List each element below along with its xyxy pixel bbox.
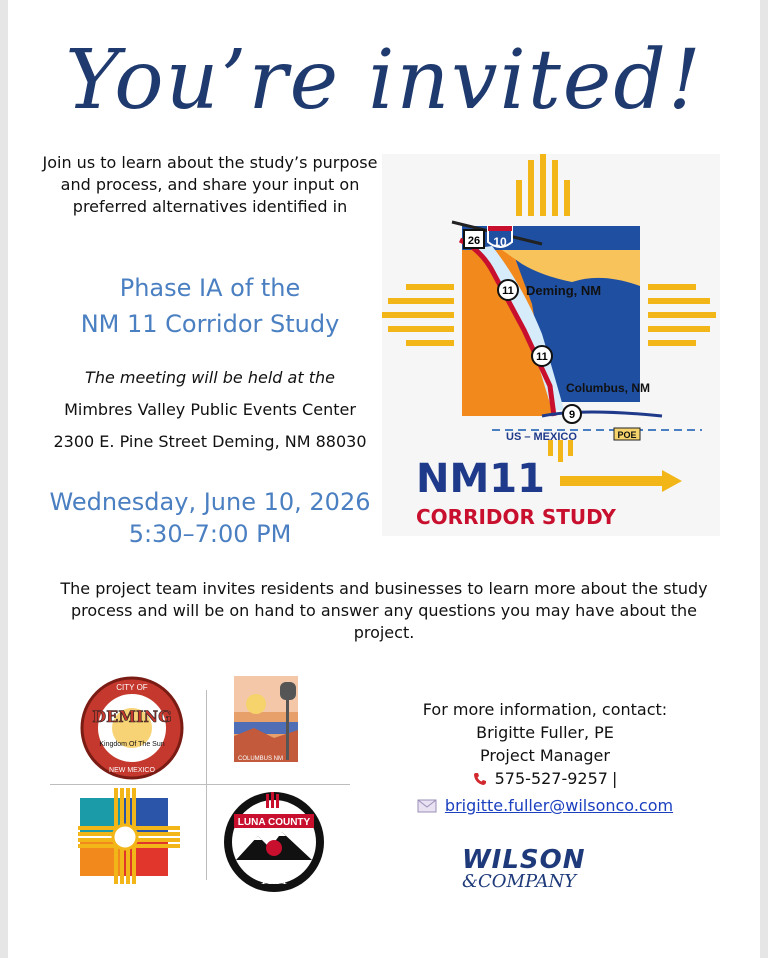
meeting-time: 5:30–7:00 PM — [128, 520, 292, 548]
deming-seal-bottom: NEW MEXICO — [109, 767, 155, 774]
phase-line-2: NM 11 Corridor Study — [80, 310, 340, 338]
deming-seal-name: DEMING — [92, 707, 172, 726]
logo-divider-vertical — [206, 690, 207, 880]
contact-email-row — [400, 794, 690, 817]
contact-email-link[interactable]: brigitte.fuller@wilsonco.com — [444, 796, 674, 815]
contact-phone[interactable]: 575-527-9257 — [494, 769, 608, 788]
contact-phone-row: 575-527-9257 | — [400, 767, 690, 790]
luna-county-seal — [222, 790, 326, 894]
company-name-line1: WILSON — [462, 845, 586, 875]
nm11-study-logo — [382, 154, 720, 536]
brand-nm11: NM11 — [416, 456, 545, 502]
wilson-company-logo — [462, 845, 602, 892]
logo-divider-horizontal — [50, 784, 350, 785]
corridor-map-graphic — [382, 154, 720, 536]
svg-text:11: 11 — [536, 351, 548, 363]
highway-shield-26 — [464, 230, 484, 248]
invitation-heading: You’re invited! — [65, 33, 703, 128]
contact-name: Brigitte Fuller, PE — [476, 723, 614, 742]
svg-text:26: 26 — [467, 235, 481, 247]
city-of-deming-seal — [74, 672, 194, 782]
new-mexico-zia-logo — [78, 788, 182, 888]
zia-rays-right — [648, 284, 716, 346]
columbus-logo — [234, 676, 318, 776]
mail-icon — [417, 799, 437, 813]
contact-label: For more information, contact: — [422, 700, 668, 719]
zia-rays-bottom — [548, 440, 573, 462]
phone-icon — [473, 772, 487, 786]
map-label-columbus: Columbus, NM — [566, 381, 650, 395]
interstate-shield-10 — [488, 226, 512, 249]
deming-seal-tagline: Kingdom Of The Sun — [99, 741, 165, 748]
venue-address: 2300 E. Pine Street Deming, NM 88030 — [53, 432, 367, 451]
phase-line-1: Phase IA of the — [119, 274, 301, 302]
svg-text:11: 11 — [502, 285, 514, 297]
map-label-poe: POE — [617, 430, 637, 440]
study-phase — [20, 270, 400, 342]
state-shield-11-north — [498, 280, 518, 300]
meeting-intro: The meeting will be held at the — [85, 368, 335, 387]
company-name-line2: &COMPANY — [462, 871, 577, 892]
map-label-border: US – MEXICO — [506, 431, 577, 443]
intro-text: Join us to learn about the study’s purpose and process, and share your input on preferred alternatives identified in — [42, 153, 378, 216]
deming-seal-arc: CITY OF — [116, 683, 148, 692]
svg-text:10: 10 — [493, 235, 507, 249]
brand-corridor-study: CORRIDOR STUDY — [416, 505, 616, 529]
meeting-datetime — [20, 486, 400, 550]
map-label-deming: Deming, NM — [526, 283, 602, 298]
project-description: The project team invites residents and businesses to learn more about the study process and will be on hand to answer any questions you may have about the project. — [60, 579, 708, 642]
brand-arrow — [560, 470, 682, 492]
luna-county-year: 1901 — [260, 874, 288, 887]
contact-role: Project Manager — [480, 746, 610, 765]
state-shield-9 — [563, 405, 581, 423]
zia-rays-left — [382, 284, 454, 346]
state-road-line — [542, 412, 662, 416]
contact-block — [400, 698, 690, 817]
luna-county-name: LUNA COUNTY — [237, 817, 311, 828]
state-shield-11-south — [532, 346, 552, 366]
meeting-date: Wednesday, June 10, 2026 — [49, 488, 371, 516]
zia-rays-top — [516, 154, 570, 216]
columbus-logo-text: COLUMBUS NM — [238, 756, 284, 762]
svg-text:9: 9 — [568, 409, 576, 421]
venue-name: Mimbres Valley Public Events Center — [64, 400, 356, 419]
